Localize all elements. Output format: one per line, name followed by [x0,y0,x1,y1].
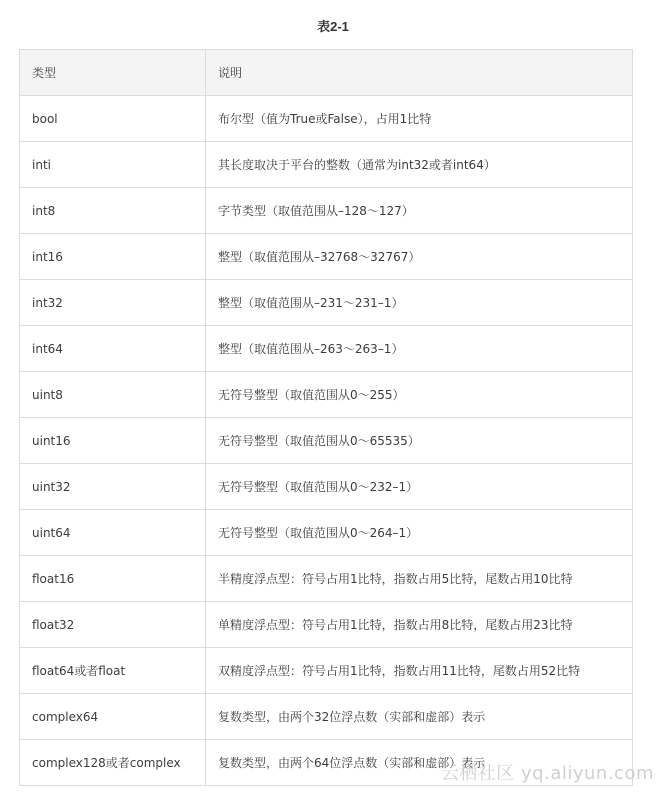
description-cell: 单精度浮点型：符号占用1比特，指数占用8比特，尾数占用23比特 [206,602,633,648]
description-cell: 整型（取值范围从–263～263–1） [206,326,633,372]
table-caption: 表2-1 [317,19,349,34]
table-row [20,510,633,556]
type-cell: uint16 [20,418,206,464]
description-cell: 无符号整型（取值范围从0～65535） [206,418,633,464]
type-cell: float32 [20,602,206,648]
description-cell: 布尔型（值为True或False），占用1比特 [206,96,633,142]
table-row [20,326,633,372]
description-cell: 无符号整型（取值范围从0～232–1） [206,464,633,510]
table-row [20,142,633,188]
table-row [20,694,633,740]
description-cell: 复数类型，由两个64位浮点数（实部和虚部）表示 [206,740,633,786]
table-row [20,556,633,602]
type-cell: complex128或者complex [20,740,206,786]
type-cell: int32 [20,280,206,326]
type-cell: float64或者float [20,648,206,694]
description-cell: 无符号整型（取值范围从0～264–1） [206,510,633,556]
type-cell: inti [20,142,206,188]
type-cell: bool [20,96,206,142]
data-types-table [19,49,633,786]
header-type: 类型 [20,50,206,96]
table-row [20,464,633,510]
type-cell: int16 [20,234,206,280]
type-cell: int8 [20,188,206,234]
type-cell: int64 [20,326,206,372]
description-cell: 整型（取值范围从–231～231–1） [206,280,633,326]
type-cell: uint64 [20,510,206,556]
header-description: 说明 [206,50,633,96]
description-cell: 其长度取决于平台的整数（通常为int32或者int64） [206,142,633,188]
table-row [20,372,633,418]
description-cell: 双精度浮点型：符号占用1比特，指数占用11比特，尾数占用52比特 [206,648,633,694]
table-row [20,188,633,234]
table-row [20,280,633,326]
description-cell: 复数类型，由两个32位浮点数（实部和虚部）表示 [206,694,633,740]
type-cell: float16 [20,556,206,602]
description-cell: 字节类型（取值范围从–128～127） [206,188,633,234]
description-cell: 整型（取值范围从–32768～32767） [206,234,633,280]
table-row [20,418,633,464]
table-header-row [20,50,633,96]
table-row [20,602,633,648]
table-row [20,234,633,280]
table-row [20,96,633,142]
type-cell: uint8 [20,372,206,418]
type-cell: complex64 [20,694,206,740]
table-row [20,648,633,694]
type-cell: uint32 [20,464,206,510]
site-watermark: 云栖社区 yq.aliyun.com [440,763,654,784]
description-cell: 无符号整型（取值范围从0～255） [206,372,633,418]
description-cell: 半精度浮点型：符号占用1比特，指数占用5比特，尾数占用10比特 [206,556,633,602]
